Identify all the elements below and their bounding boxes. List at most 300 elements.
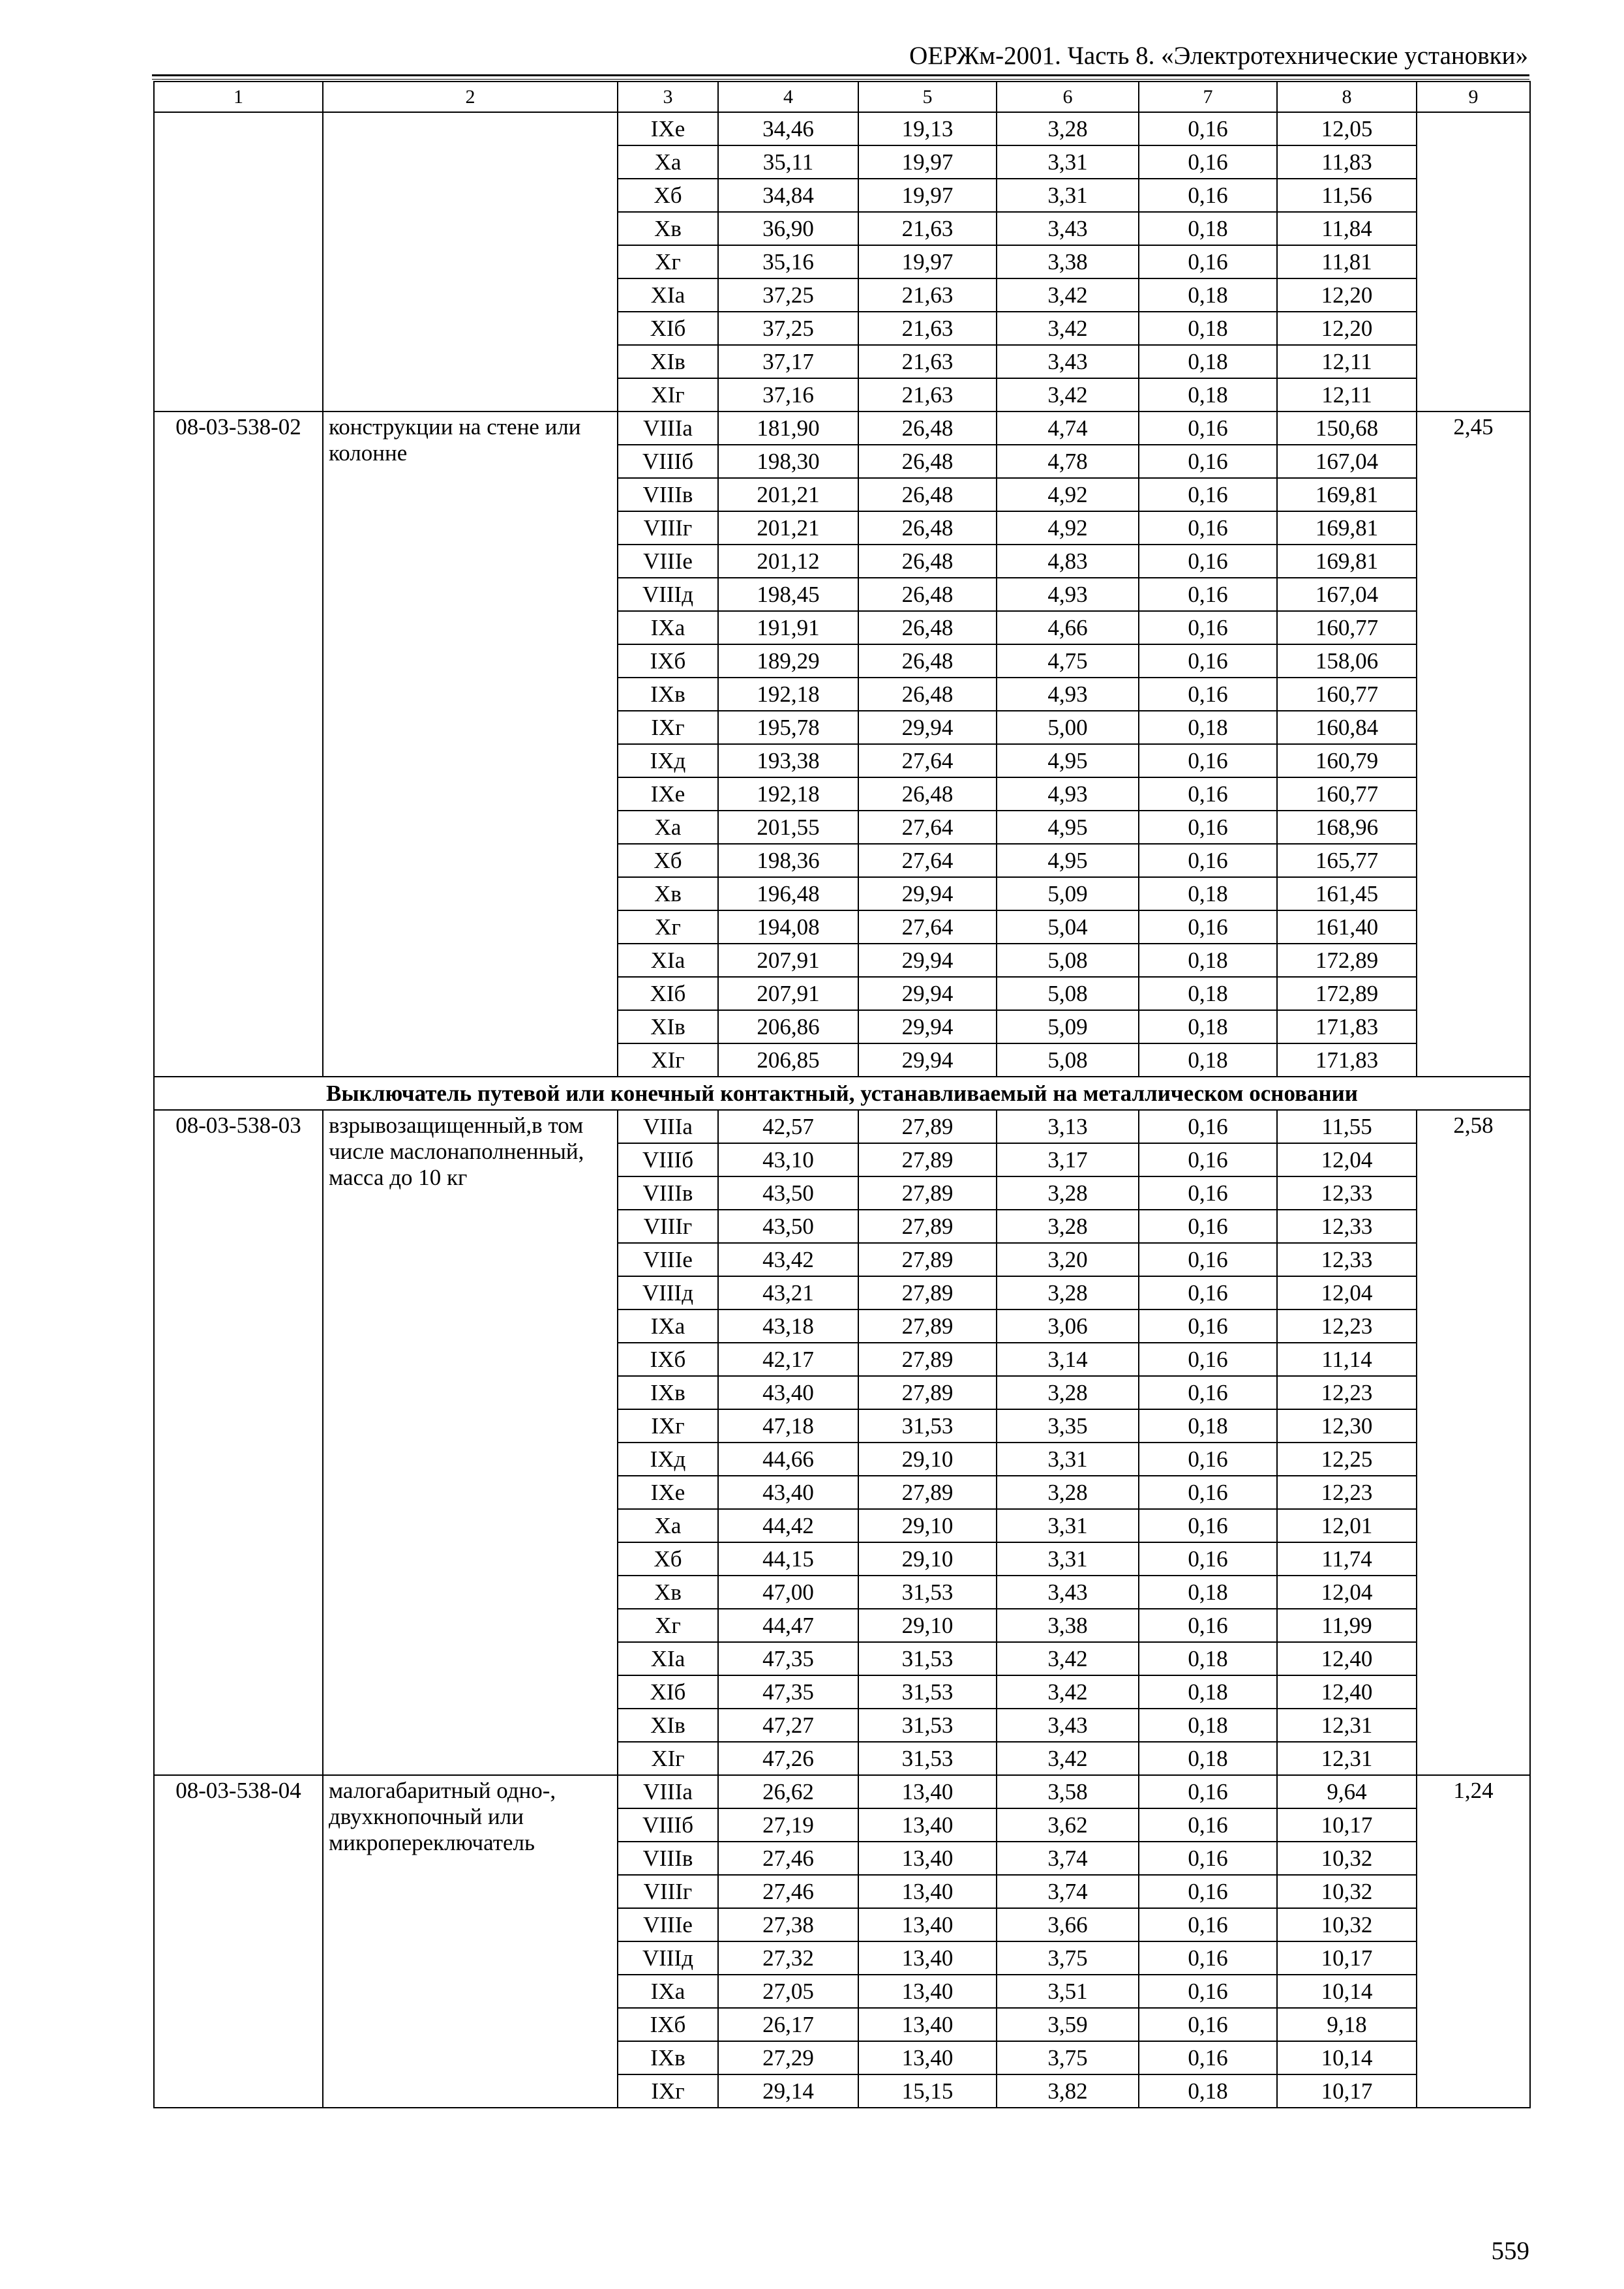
- table-cell: 27,64: [858, 844, 997, 877]
- column-number: 4: [718, 82, 858, 112]
- table-cell: 3,31: [997, 1542, 1139, 1576]
- table-cell: 160,77: [1277, 678, 1417, 711]
- table-cell: 3,42: [997, 312, 1139, 345]
- table-cell: 0,16: [1139, 1476, 1277, 1509]
- table-cell: 3,06: [997, 1309, 1139, 1343]
- table-cell: 11,99: [1277, 1609, 1417, 1642]
- table-cell: 13,40: [858, 1775, 997, 1808]
- table-cell: 27,89: [858, 1343, 997, 1376]
- table-cell: 44,47: [718, 1609, 858, 1642]
- table-cell: Xв: [618, 877, 718, 910]
- table-cell: 31,53: [858, 1642, 997, 1675]
- table-cell: 34,46: [718, 112, 858, 145]
- table-cell: VIIIe: [618, 1243, 718, 1276]
- table-cell: 11,83: [1277, 145, 1417, 179]
- table-cell: XIa: [618, 278, 718, 312]
- table-cell: 0,16: [1139, 145, 1277, 179]
- table-cell: 29,10: [858, 1443, 997, 1476]
- table-cell: 47,35: [718, 1642, 858, 1675]
- table-cell: Xб: [618, 844, 718, 877]
- table-cell: 3,31: [997, 179, 1139, 212]
- table-cell: 10,17: [1277, 2074, 1417, 2108]
- table-cell: XIб: [618, 312, 718, 345]
- table-cell: 207,91: [718, 977, 858, 1010]
- table-cell: 13,40: [858, 1975, 997, 2008]
- table-cell: 169,81: [1277, 511, 1417, 545]
- column-number: 6: [997, 82, 1139, 112]
- column-number: 5: [858, 82, 997, 112]
- table-cell: 44,42: [718, 1509, 858, 1542]
- table-cell: IXб: [618, 2008, 718, 2041]
- table-cell: 0,16: [1139, 179, 1277, 212]
- table-cell: 27,32: [718, 1941, 858, 1975]
- table-cell: 0,16: [1139, 1908, 1277, 1941]
- table-cell: 0,16: [1139, 1509, 1277, 1542]
- table-cell: 29,94: [858, 1010, 997, 1043]
- table-cell: 12,20: [1277, 312, 1417, 345]
- table-cell: 172,89: [1277, 977, 1417, 1010]
- item-col9: 1,24: [1417, 1775, 1530, 2108]
- table-cell: 12,23: [1277, 1476, 1417, 1509]
- table-cell: VIIIa: [618, 411, 718, 445]
- table-cell: XIб: [618, 977, 718, 1010]
- table-cell: 0,16: [1139, 1376, 1277, 1409]
- table-cell: 0,18: [1139, 312, 1277, 345]
- table-cell: 0,16: [1139, 910, 1277, 944]
- table-cell: VIIIa: [618, 1110, 718, 1143]
- table-cell: 12,11: [1277, 378, 1417, 411]
- table-cell: 3,28: [997, 1176, 1139, 1210]
- table-cell: 5,08: [997, 1043, 1139, 1077]
- table-cell: 0,18: [1139, 278, 1277, 312]
- table-cell: 13,40: [858, 1908, 997, 1941]
- table-cell: 3,75: [997, 1941, 1139, 1975]
- table-cell: XIг: [618, 1742, 718, 1775]
- table-cell: 12,23: [1277, 1376, 1417, 1409]
- table-cell: 165,77: [1277, 844, 1417, 877]
- table-cell: 0,16: [1139, 644, 1277, 678]
- column-number: 7: [1139, 82, 1277, 112]
- table-cell: 160,79: [1277, 744, 1417, 777]
- table-cell: Xб: [618, 1542, 718, 1576]
- table-cell: 0,16: [1139, 1110, 1277, 1143]
- table-cell: XIб: [618, 1675, 718, 1709]
- table-cell: VIIIг: [618, 1875, 718, 1908]
- table-cell: 0,16: [1139, 1542, 1277, 1576]
- table-cell: 198,45: [718, 578, 858, 611]
- table-cell: IXд: [618, 1443, 718, 1476]
- table-cell: 3,75: [997, 2041, 1139, 2074]
- table-cell: 0,18: [1139, 1709, 1277, 1742]
- table-cell: 0,16: [1139, 1343, 1277, 1376]
- table-cell: 3,31: [997, 1509, 1139, 1542]
- table-cell: 189,29: [718, 644, 858, 678]
- table-cell: 0,16: [1139, 545, 1277, 578]
- table-cell: 43,50: [718, 1210, 858, 1243]
- table-cell: 11,14: [1277, 1343, 1417, 1376]
- table-cell: 11,84: [1277, 212, 1417, 245]
- table-cell: 0,18: [1139, 1742, 1277, 1775]
- table-cell: 198,36: [718, 844, 858, 877]
- table-cell: 3,28: [997, 1210, 1139, 1243]
- table-cell: 3,38: [997, 245, 1139, 278]
- item-description: конструкции на стене или колонне: [323, 411, 618, 1077]
- table-cell: IXг: [618, 711, 718, 744]
- table-cell: 10,14: [1277, 2041, 1417, 2074]
- table-cell: 27,46: [718, 1842, 858, 1875]
- table-cell: 3,42: [997, 378, 1139, 411]
- table-cell: 160,84: [1277, 711, 1417, 744]
- table-cell: 3,51: [997, 1975, 1139, 2008]
- table-cell: 12,31: [1277, 1742, 1417, 1775]
- table-cell: 43,40: [718, 1376, 858, 1409]
- table-cell: 29,94: [858, 711, 997, 744]
- table-cell: 3,14: [997, 1343, 1139, 1376]
- table-cell: 12,40: [1277, 1642, 1417, 1675]
- table-cell: 181,90: [718, 411, 858, 445]
- table-cell: 207,91: [718, 944, 858, 977]
- table-cell: XIг: [618, 378, 718, 411]
- item-code: 08-03-538-03: [154, 1110, 323, 1775]
- table-cell: 169,81: [1277, 545, 1417, 578]
- table-cell: Xв: [618, 212, 718, 245]
- table-cell: 12,40: [1277, 1675, 1417, 1709]
- table-cell: IXв: [618, 1376, 718, 1409]
- table-cell: 171,83: [1277, 1010, 1417, 1043]
- table-cell: 29,94: [858, 944, 997, 977]
- table-cell: 161,45: [1277, 877, 1417, 910]
- table-cell: XIг: [618, 1043, 718, 1077]
- table-cell: 201,12: [718, 545, 858, 578]
- table-cell: 36,90: [718, 212, 858, 245]
- table-cell: 3,43: [997, 1576, 1139, 1609]
- table-row: [154, 112, 1530, 145]
- table-cell: 3,66: [997, 1908, 1139, 1941]
- table-cell: 206,86: [718, 1010, 858, 1043]
- table-cell: 12,25: [1277, 1443, 1417, 1476]
- item-description: малогабаритный одно-, двухкнопочный или микропереключатель: [323, 1775, 618, 2108]
- table-cell: 10,14: [1277, 1975, 1417, 2008]
- table-cell: 4,92: [997, 511, 1139, 545]
- table-cell: 19,97: [858, 179, 997, 212]
- table-cell: 35,11: [718, 145, 858, 179]
- table-cell: 47,35: [718, 1675, 858, 1709]
- table-cell: 5,08: [997, 977, 1139, 1010]
- table-cell: 3,43: [997, 212, 1139, 245]
- table-cell: 201,21: [718, 478, 858, 511]
- table-cell: 0,16: [1139, 1975, 1277, 2008]
- column-number-row: [154, 82, 1530, 112]
- table-cell: 13,40: [858, 2008, 997, 2041]
- table-cell: 26,62: [718, 1775, 858, 1808]
- table-cell: VIIIв: [618, 1176, 718, 1210]
- table-cell: 47,18: [718, 1409, 858, 1443]
- table-cell: 0,16: [1139, 245, 1277, 278]
- table-cell: 10,17: [1277, 1941, 1417, 1975]
- table-cell: 47,26: [718, 1742, 858, 1775]
- section-row: [154, 1077, 1530, 1110]
- table-cell: 19,97: [858, 245, 997, 278]
- table-cell: 0,18: [1139, 378, 1277, 411]
- table-cell: IXг: [618, 1409, 718, 1443]
- table-cell: 26,48: [858, 611, 997, 644]
- table-cell: 10,32: [1277, 1842, 1417, 1875]
- table-cell: 13,40: [858, 1875, 997, 1908]
- table-cell: Xa: [618, 811, 718, 844]
- table-cell: 4,95: [997, 844, 1139, 877]
- table-cell: 0,16: [1139, 744, 1277, 777]
- table-cell: 0,16: [1139, 1875, 1277, 1908]
- table-cell: 3,38: [997, 1609, 1139, 1642]
- column-number: 9: [1417, 82, 1530, 112]
- table-cell: 201,55: [718, 811, 858, 844]
- table-cell: 193,38: [718, 744, 858, 777]
- table-cell: 26,17: [718, 2008, 858, 2041]
- page-number: 559: [1491, 2237, 1529, 2265]
- table-cell: 3,20: [997, 1243, 1139, 1276]
- table-cell: 12,11: [1277, 345, 1417, 378]
- table-cell: 0,16: [1139, 811, 1277, 844]
- table-cell: VIIIг: [618, 511, 718, 545]
- table-cell: 12,01: [1277, 1509, 1417, 1542]
- column-number: 2: [323, 82, 618, 112]
- table-cell: 0,18: [1139, 1043, 1277, 1077]
- table-cell: 13,40: [858, 1808, 997, 1842]
- table-cell: 27,89: [858, 1276, 997, 1309]
- table-cell: VIIIe: [618, 1908, 718, 1941]
- table-cell: 3,31: [997, 1443, 1139, 1476]
- table-cell: 0,16: [1139, 2041, 1277, 2074]
- table-cell: 29,10: [858, 1609, 997, 1642]
- table-cell: 0,18: [1139, 711, 1277, 744]
- table-cell: Xб: [618, 179, 718, 212]
- table-cell: 0,18: [1139, 877, 1277, 910]
- table-cell: 42,57: [718, 1110, 858, 1143]
- table-cell: 19,97: [858, 145, 997, 179]
- table-cell: 4,75: [997, 644, 1139, 678]
- table-row: [154, 1110, 1530, 1143]
- table-cell: 12,04: [1277, 1576, 1417, 1609]
- table-cell: 21,63: [858, 212, 997, 245]
- table-cell: 0,16: [1139, 1609, 1277, 1642]
- table-cell: 42,17: [718, 1343, 858, 1376]
- table-row: [154, 411, 1530, 445]
- table-cell: VIIIa: [618, 1775, 718, 1808]
- table-cell: 12,33: [1277, 1176, 1417, 1210]
- table-cell: 4,78: [997, 445, 1139, 478]
- table-cell: 21,63: [858, 378, 997, 411]
- table-cell: 160,77: [1277, 777, 1417, 811]
- table-cell: XIв: [618, 1010, 718, 1043]
- table-cell: 27,29: [718, 2041, 858, 2074]
- table-cell: 31,53: [858, 1675, 997, 1709]
- table-cell: 3,59: [997, 2008, 1139, 2041]
- table-cell: 3,42: [997, 1675, 1139, 1709]
- table-cell: 27,89: [858, 1376, 997, 1409]
- table-cell: 9,18: [1277, 2008, 1417, 2041]
- table-cell: 171,83: [1277, 1043, 1417, 1077]
- table-cell: 0,16: [1139, 1941, 1277, 1975]
- table-cell: 0,16: [1139, 511, 1277, 545]
- table-cell: 0,16: [1139, 445, 1277, 478]
- table-cell: Xa: [618, 145, 718, 179]
- table-cell: VIIIд: [618, 1276, 718, 1309]
- table-cell: Xв: [618, 1576, 718, 1609]
- table-cell: 3,42: [997, 1742, 1139, 1775]
- table-cell: 4,74: [997, 411, 1139, 445]
- table-cell: VIIIв: [618, 1842, 718, 1875]
- table-cell: 167,04: [1277, 445, 1417, 478]
- table-cell: 0,18: [1139, 977, 1277, 1010]
- item-description: [323, 112, 618, 411]
- table-cell: 4,93: [997, 777, 1139, 811]
- table-cell: 31,53: [858, 1409, 997, 1443]
- table-cell: 192,18: [718, 777, 858, 811]
- table-cell: VIIIв: [618, 478, 718, 511]
- table-cell: 43,18: [718, 1309, 858, 1343]
- table-cell: 0,16: [1139, 1176, 1277, 1210]
- table-cell: 0,16: [1139, 112, 1277, 145]
- table-cell: 0,18: [1139, 345, 1277, 378]
- table-cell: 3,62: [997, 1808, 1139, 1842]
- table-cell: 0,16: [1139, 1210, 1277, 1243]
- item-col9: 2,58: [1417, 1110, 1530, 1775]
- table-cell: 43,42: [718, 1243, 858, 1276]
- table-cell: 3,35: [997, 1409, 1139, 1443]
- table-cell: 44,15: [718, 1542, 858, 1576]
- table-cell: 169,81: [1277, 478, 1417, 511]
- table-cell: 13,40: [858, 2041, 997, 2074]
- table-cell: 27,64: [858, 744, 997, 777]
- table-cell: 27,89: [858, 1143, 997, 1176]
- table-cell: 47,27: [718, 1709, 858, 1742]
- table-cell: 3,31: [997, 145, 1139, 179]
- table-cell: 0,16: [1139, 2008, 1277, 2041]
- table-cell: 19,13: [858, 112, 997, 145]
- table-cell: XIв: [618, 345, 718, 378]
- table-cell: IXб: [618, 644, 718, 678]
- table-cell: 0,16: [1139, 1808, 1277, 1842]
- column-number: 8: [1277, 82, 1417, 112]
- table-cell: 0,18: [1139, 212, 1277, 245]
- table-cell: 27,46: [718, 1875, 858, 1908]
- item-col9: [1417, 112, 1530, 411]
- table-cell: 31,53: [858, 1742, 997, 1775]
- table-cell: 3,74: [997, 1842, 1139, 1875]
- table-cell: IXa: [618, 1975, 718, 2008]
- table-cell: 0,16: [1139, 678, 1277, 711]
- table-cell: XIa: [618, 944, 718, 977]
- table-cell: 5,09: [997, 877, 1139, 910]
- column-number: 3: [618, 82, 718, 112]
- table-cell: 3,17: [997, 1143, 1139, 1176]
- table-cell: 5,08: [997, 944, 1139, 977]
- table-cell: 26,48: [858, 578, 997, 611]
- table-cell: 4,92: [997, 478, 1139, 511]
- table-cell: 3,28: [997, 1276, 1139, 1309]
- table-cell: 4,83: [997, 545, 1139, 578]
- table-cell: 198,30: [718, 445, 858, 478]
- table-cell: 196,48: [718, 877, 858, 910]
- table-cell: 43,10: [718, 1143, 858, 1176]
- table-cell: 21,63: [858, 345, 997, 378]
- table-cell: 0,18: [1139, 944, 1277, 977]
- table-cell: VIIIб: [618, 1143, 718, 1176]
- table-cell: 3,13: [997, 1110, 1139, 1143]
- table-cell: VIIIe: [618, 545, 718, 578]
- item-col9: 2,45: [1417, 411, 1530, 1077]
- table-cell: 4,66: [997, 611, 1139, 644]
- table-cell: 3,43: [997, 345, 1139, 378]
- table-cell: 150,68: [1277, 411, 1417, 445]
- table-cell: 27,64: [858, 910, 997, 944]
- table-cell: 29,94: [858, 977, 997, 1010]
- table-cell: Xa: [618, 1509, 718, 1542]
- table-cell: 0,18: [1139, 1409, 1277, 1443]
- table-cell: 26,48: [858, 644, 997, 678]
- table-cell: 12,20: [1277, 278, 1417, 312]
- header-rule: [152, 74, 1529, 76]
- table-cell: 3,28: [997, 1476, 1139, 1509]
- table-cell: VIIIд: [618, 578, 718, 611]
- table-cell: 27,89: [858, 1309, 997, 1343]
- table-cell: 3,58: [997, 1775, 1139, 1808]
- table-cell: 0,18: [1139, 1010, 1277, 1043]
- table-cell: 47,00: [718, 1576, 858, 1609]
- table-cell: 201,21: [718, 511, 858, 545]
- table-cell: 26,48: [858, 777, 997, 811]
- table-cell: 0,18: [1139, 1576, 1277, 1609]
- table-cell: 3,42: [997, 1642, 1139, 1675]
- table-cell: Xг: [618, 245, 718, 278]
- table-cell: IXa: [618, 611, 718, 644]
- table-cell: 192,18: [718, 678, 858, 711]
- table-cell: 11,74: [1277, 1542, 1417, 1576]
- table-cell: 0,18: [1139, 1642, 1277, 1675]
- table-cell: IXв: [618, 2041, 718, 2074]
- table-cell: 0,16: [1139, 1276, 1277, 1309]
- table-cell: 0,18: [1139, 2074, 1277, 2108]
- table-cell: 13,40: [858, 1842, 997, 1875]
- table-cell: 26,48: [858, 411, 997, 445]
- table-cell: 43,50: [718, 1176, 858, 1210]
- table-cell: 12,33: [1277, 1210, 1417, 1243]
- table-cell: VIIIб: [618, 1808, 718, 1842]
- table-cell: 0,16: [1139, 611, 1277, 644]
- table-cell: VIIIб: [618, 445, 718, 478]
- table-cell: 11,55: [1277, 1110, 1417, 1143]
- table-cell: 34,84: [718, 179, 858, 212]
- table-cell: 0,16: [1139, 1443, 1277, 1476]
- table-cell: VIIIг: [618, 1210, 718, 1243]
- table-cell: 9,64: [1277, 1775, 1417, 1808]
- table-cell: 21,63: [858, 312, 997, 345]
- table-cell: Xг: [618, 910, 718, 944]
- table-cell: 3,74: [997, 1875, 1139, 1908]
- table-cell: 27,89: [858, 1476, 997, 1509]
- table-cell: 3,28: [997, 1376, 1139, 1409]
- price-table: [153, 81, 1531, 2108]
- table-cell: Xг: [618, 1609, 718, 1642]
- table-cell: 194,08: [718, 910, 858, 944]
- table-cell: IXe: [618, 1476, 718, 1509]
- item-description: взрывозащищенный,в том числе маслонаполненный, масса до 10 кг: [323, 1110, 618, 1775]
- table-cell: 3,28: [997, 112, 1139, 145]
- table-cell: XIa: [618, 1642, 718, 1675]
- table-cell: 158,06: [1277, 644, 1417, 678]
- table-cell: 10,32: [1277, 1908, 1417, 1941]
- table-cell: 43,21: [718, 1276, 858, 1309]
